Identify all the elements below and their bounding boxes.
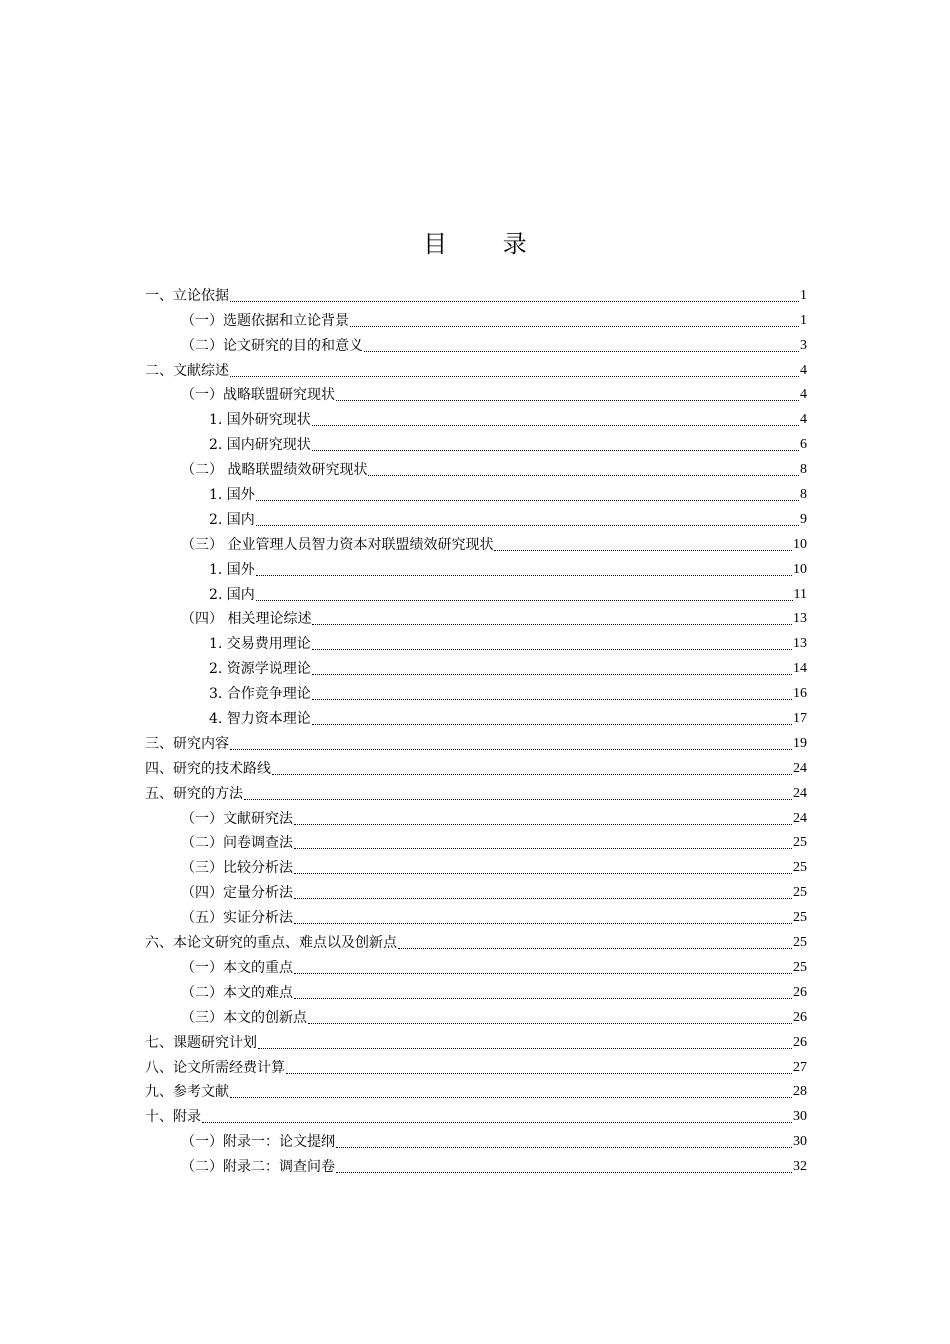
toc-entry[interactable] [145, 555, 807, 580]
toc-entry-page-number: 10 [793, 536, 807, 552]
toc-entry-label: 2. 资源学说理论 [209, 661, 311, 678]
toc-entry-page-number: 9 [800, 511, 807, 527]
dot-leader [294, 997, 792, 999]
toc-entry[interactable] [145, 654, 807, 679]
toc-entry[interactable] [145, 1102, 807, 1127]
toc-entry[interactable] [145, 804, 807, 829]
toc-entry-label: （一）战略联盟研究现状 [181, 387, 335, 404]
dot-leader [230, 1096, 792, 1098]
toc-entry[interactable] [145, 1152, 807, 1177]
toc-entry-page-number: 30 [793, 1109, 807, 1125]
toc-entry[interactable] [145, 605, 807, 630]
toc-entry-page-number: 6 [800, 437, 807, 453]
page-title: 目 录 [423, 230, 551, 258]
toc-entry-page-number: 13 [793, 611, 807, 627]
toc-entry[interactable] [145, 530, 807, 555]
toc-entry[interactable] [145, 381, 807, 406]
toc-entry-page-number: 14 [793, 661, 807, 677]
toc-entry[interactable] [145, 281, 807, 306]
toc-entry-label: 3. 合作竞争理论 [209, 686, 311, 703]
toc-entry-page-number: 25 [793, 935, 807, 951]
toc-entry-label: （三） 企业管理人员智力资本对联盟绩效研究现状 [181, 536, 494, 553]
toc-entry-label: （四） 相关理论综述 [181, 611, 312, 628]
toc-entry-page-number: 25 [793, 835, 807, 851]
dot-leader [286, 1072, 792, 1074]
toc-entry-label: （三）本文的创新点 [181, 1009, 307, 1026]
dot-leader [272, 773, 792, 775]
toc-entry[interactable] [145, 331, 807, 356]
toc-entry-page-number: 4 [800, 412, 807, 428]
toc-entry-label: 1. 国外研究现状 [209, 412, 311, 429]
dot-leader [312, 698, 792, 700]
toc-entry-label: 一、立论依据 [145, 287, 229, 304]
toc-entry[interactable] [145, 829, 807, 854]
toc-entry-label: （一）文献研究法 [181, 810, 293, 827]
dot-leader [364, 350, 799, 352]
dot-leader [202, 1121, 792, 1123]
toc-entry-page-number: 8 [800, 462, 807, 478]
toc-entry-label: （一）附录一：论文提纲 [181, 1134, 335, 1151]
toc-entry-page-number: 24 [793, 810, 807, 826]
toc-entry-page-number: 27 [793, 1059, 807, 1075]
dot-leader [230, 300, 799, 302]
toc-entry-label: （四）定量分析法 [181, 885, 293, 902]
dot-leader [494, 549, 792, 551]
toc-entry[interactable] [145, 505, 807, 530]
dot-leader [336, 1171, 792, 1173]
toc-entry-label: 2. 国内 [209, 511, 255, 528]
toc-entry-page-number: 4 [800, 362, 807, 378]
dot-leader [350, 325, 799, 327]
toc-entry[interactable] [145, 430, 807, 455]
toc-entry-label: （二）本文的难点 [181, 984, 293, 1001]
toc-entry[interactable] [145, 629, 807, 654]
toc-entry-label: 六、本论文研究的重点、难点以及创新点 [145, 935, 397, 952]
toc-entry-label: （二）问卷调查法 [181, 835, 293, 852]
dot-leader [294, 847, 792, 849]
toc-entry[interactable] [145, 928, 807, 953]
toc-entry-label: （二） 战略联盟绩效研究现状 [181, 462, 368, 479]
dot-leader [258, 1047, 792, 1049]
dot-leader [312, 424, 799, 426]
dot-leader [294, 922, 792, 924]
toc-entry-page-number: 25 [793, 910, 807, 926]
toc-entry-label: 1. 国外 [209, 561, 255, 578]
toc-entry-page-number: 26 [793, 1009, 807, 1025]
dot-leader [256, 574, 792, 576]
dot-leader [312, 449, 799, 451]
toc-entry-label: （五）实证分析法 [181, 910, 293, 927]
toc-entry-page-number: 13 [793, 636, 807, 652]
dot-leader [230, 375, 799, 377]
dot-leader [398, 947, 792, 949]
toc-entry-label: 三、研究内容 [145, 735, 229, 752]
dot-leader [294, 823, 792, 825]
toc-entry[interactable] [145, 580, 807, 605]
toc-entry-label: 八、论文所需经费计算 [145, 1059, 285, 1076]
dot-leader [312, 673, 792, 675]
toc-entry-page-number: 11 [793, 586, 807, 602]
toc-entry-page-number: 8 [800, 487, 807, 503]
toc-entry-label: （二）论文研究的目的和意义 [181, 337, 363, 354]
toc-entry-page-number: 3 [800, 337, 807, 353]
toc-entry-page-number: 26 [793, 1034, 807, 1050]
toc-entry[interactable] [145, 306, 807, 331]
toc-entry-page-number: 24 [793, 760, 807, 776]
toc-entry-page-number: 25 [793, 959, 807, 975]
toc-entry-page-number: 16 [793, 686, 807, 702]
toc-entry-page-number: 17 [793, 711, 807, 727]
toc-entry-label: 2. 国内研究现状 [209, 437, 311, 454]
toc-entry-label: （一）选题依据和立论背景 [181, 312, 349, 329]
dot-leader [256, 599, 793, 601]
toc-entry-label: 二、文献综述 [145, 362, 229, 379]
toc-entry-label: 七、课题研究计划 [145, 1034, 257, 1051]
toc-entry-page-number: 28 [793, 1084, 807, 1100]
toc-entry[interactable] [145, 953, 807, 978]
toc-entry-page-number: 32 [793, 1159, 807, 1175]
toc-entry-label: （三）比较分析法 [181, 860, 293, 877]
toc-entry[interactable] [145, 878, 807, 903]
toc-entry-page-number: 24 [793, 785, 807, 801]
toc-entry-label: 十、附录 [145, 1109, 201, 1126]
toc-entry-label: 1. 交易费用理论 [209, 636, 311, 653]
toc-entry-page-number: 26 [793, 984, 807, 1000]
toc-entry[interactable] [145, 754, 807, 779]
toc-entry-page-number: 1 [800, 287, 807, 303]
toc-entry[interactable] [145, 1053, 807, 1078]
toc-entry[interactable] [145, 1127, 807, 1152]
toc-entry[interactable] [145, 405, 807, 430]
dot-leader [256, 524, 799, 526]
toc-entry-page-number: 1 [800, 312, 807, 328]
dot-leader [244, 798, 792, 800]
dot-leader [294, 872, 792, 874]
toc-entry-label: （一）本文的重点 [181, 959, 293, 976]
toc-entry[interactable] [145, 704, 807, 729]
toc-entry[interactable] [145, 853, 807, 878]
toc-entry[interactable] [145, 480, 807, 505]
dot-leader [294, 897, 792, 899]
toc-entry-label: 四、研究的技术路线 [145, 760, 271, 777]
toc-entry-page-number: 30 [793, 1134, 807, 1150]
dot-leader [312, 723, 792, 725]
table-of-contents [145, 281, 807, 1177]
toc-entry-page-number: 4 [800, 387, 807, 403]
toc-entry[interactable] [145, 729, 807, 754]
dot-leader [336, 1146, 792, 1148]
toc-entry[interactable] [145, 978, 807, 1003]
toc-entry[interactable] [145, 1003, 807, 1028]
dot-leader [312, 623, 792, 625]
toc-entry[interactable] [145, 455, 807, 480]
toc-entry-page-number: 25 [793, 885, 807, 901]
toc-entry-label: 九、参考文献 [145, 1084, 229, 1101]
toc-entry-page-number: 25 [793, 860, 807, 876]
dot-leader [368, 474, 799, 476]
toc-entry[interactable] [145, 903, 807, 928]
toc-entry-page-number: 19 [793, 735, 807, 751]
toc-entry-label: 1. 国外 [209, 487, 255, 504]
toc-entry-label: （二）附录二：调查问卷 [181, 1159, 335, 1176]
toc-entry-label: 五、研究的方法 [145, 785, 243, 802]
toc-entry[interactable] [145, 1028, 807, 1053]
dot-leader [294, 972, 792, 974]
toc-entry-label: 2. 国内 [209, 586, 255, 603]
dot-leader [230, 748, 792, 750]
toc-entry-page-number: 10 [793, 561, 807, 577]
toc-entry[interactable] [145, 1078, 807, 1103]
toc-entry[interactable] [145, 356, 807, 381]
toc-entry[interactable] [145, 679, 807, 704]
dot-leader [336, 399, 799, 401]
toc-entry-label: 4. 智力资本理论 [209, 711, 311, 728]
dot-leader [308, 1022, 792, 1024]
dot-leader [312, 648, 792, 650]
dot-leader [256, 499, 799, 501]
toc-entry[interactable] [145, 779, 807, 804]
